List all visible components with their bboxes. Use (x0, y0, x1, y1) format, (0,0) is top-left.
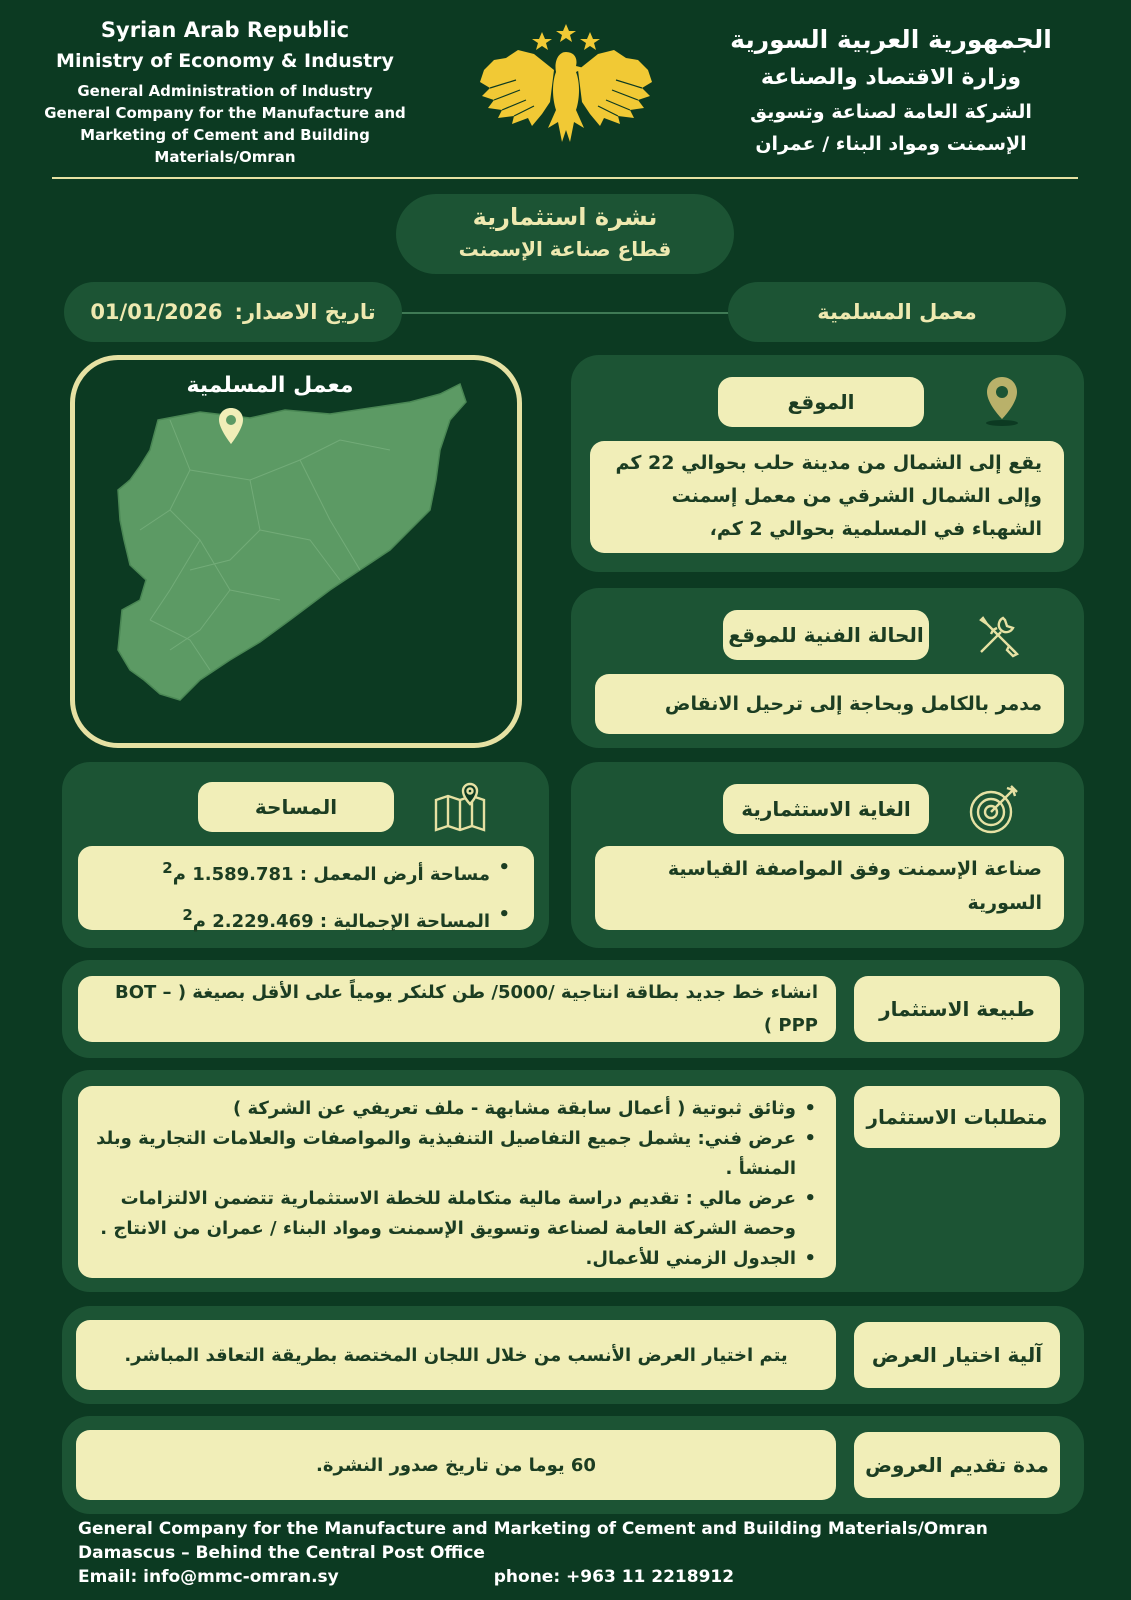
location-card (571, 355, 1084, 572)
map-label: معمل المسلمية (186, 373, 354, 398)
area-item-label: المساحة الإجمالية : (319, 911, 490, 932)
area-item-value: 1.589.781 (192, 864, 294, 885)
investment-goal-card (571, 762, 1084, 948)
header-country-en: Syrian Arab Republic (100, 18, 350, 42)
header-country-ar: الجمهورية العربية السورية (730, 25, 1052, 54)
investment-nature-label: طبيعة الاستثمار (854, 976, 1060, 1042)
area-item-value: 2.229.469 (212, 911, 314, 932)
submission-period-label: مدة تقديم العروض (854, 1432, 1060, 1498)
plant-name: معمل المسلمية (817, 300, 977, 324)
header-company-ar-line1: الشركة العامة لصناعة وتسويق (750, 101, 1032, 123)
target-icon (967, 782, 1021, 836)
investment-goal-content (595, 846, 1064, 930)
area-item-unit-exponent: 2 (162, 859, 173, 877)
investment-nature-card (62, 960, 1084, 1058)
footer (78, 1517, 1078, 1589)
plant-name-pill (728, 282, 1066, 342)
header-divider (52, 177, 1078, 179)
footer-phone[interactable]: phone: +963 11 2218912 (493, 1567, 735, 1587)
area-item-unit: م (192, 911, 206, 932)
offer-selection-text: يتم اختيار العرض الأنسب من خلال اللجان المختصة بطريقة التعاقد المباشر. (124, 1344, 788, 1366)
requirements-item: • وثائق ثبوتية ( أعمال سابقة مشابهة - ملف تعريفي عن الشركة ) (96, 1094, 818, 1124)
offer-selection-label: آلية اختيار العرض (854, 1322, 1060, 1388)
area-item (100, 848, 512, 895)
bulletin-title-line2: قطاع صناعة الإسمنت (458, 237, 672, 261)
header-company-ar-line2: الإسمنت ومواد البناء / عمران (755, 133, 1027, 155)
location-pin-icon (977, 373, 1027, 429)
header-company-en: General Company for the Manufacture and Marketing of Cement and Building Materials/Omran (44, 104, 406, 166)
syria-map (110, 380, 480, 710)
issue-date-value: 01/01/2026 (90, 300, 223, 324)
area-label: المساحة (198, 782, 394, 832)
offer-selection-card (62, 1306, 1084, 1404)
technical-status-label: الحالة الفنية للموقع (723, 610, 929, 660)
area-item-unit-exponent: 2 (182, 906, 193, 924)
area-item (100, 895, 512, 942)
header-arabic (721, 20, 1061, 160)
submission-period-text: 60 يوما من تاريخ صدور النشرة. (316, 1454, 596, 1476)
investment-nature-content (78, 976, 836, 1042)
requirements-item: • عرض فني: يشمل جميع التفاصيل التنفيذية والمواصفات والعلامات التجارية وبلد المنشأ . (96, 1124, 818, 1184)
technical-status-content (595, 674, 1064, 734)
location-content (590, 441, 1064, 553)
map-location-pin-icon (217, 406, 245, 446)
submission-period-card (62, 1416, 1084, 1514)
investment-nature-text: انشاء خط جديد بطاقة انتاجية /5000/ طن كلنكر يومياً على الأقل بصيغة ( BOT – PPP ) (114, 982, 818, 1036)
header-english (40, 14, 410, 168)
technical-status-card (571, 588, 1084, 748)
footer-company: General Company for the Manufacture and Marketing of Cement and Building Materials/Omran (78, 1519, 988, 1539)
location-text: يقع إلى الشمال من مدينة حلب بحوالي 22 كم وإلى الشمال الشرقي من معمل إسمنت الشهباء في المسلمية بحوالي 2 كم، (615, 452, 1042, 540)
requirements-item: • عرض مالي : تقديم دراسة مالية متكاملة للخطة الاستثمارية تتضمن الالتزامات وحصة الشركة العامة لصناعة وتسويق الإسمنت ومواد البناء / عمران من الانتاج . (96, 1184, 818, 1244)
header-ministry-en: Ministry of Economy & Industry (56, 50, 394, 72)
investment-goal-text: صناعة الإسمنت وفق المواصفة القياسية السورية (667, 858, 1042, 914)
investment-goal-label: الغاية الاستثمارية (723, 784, 929, 834)
eagle-emblem-icon (476, 18, 656, 148)
star-icon (580, 32, 600, 50)
bulletin-title-line1: نشرة استثمارية (472, 203, 658, 231)
star-icon (556, 24, 576, 42)
investment-requirements-content (78, 1086, 836, 1278)
header-admin-en: General Administration of Industry (77, 82, 373, 100)
footer-address: Damascus – Behind the Central Post Office (78, 1543, 485, 1563)
area-content (78, 846, 534, 930)
requirements-list (96, 1094, 818, 1274)
star-icon (532, 32, 552, 50)
footer-email[interactable]: Email: info@mmc-omran.sy (78, 1567, 339, 1587)
investment-requirements-label: متطلبات الاستثمار (854, 1086, 1060, 1148)
map-icon (432, 780, 488, 836)
tools-icon (973, 610, 1023, 660)
bulletin-title (396, 194, 734, 274)
connector-line (400, 312, 730, 314)
issue-date-pill (64, 282, 402, 342)
issue-date-label: تاريخ الاصدار: (234, 300, 376, 324)
header-ministry-ar: وزارة الاقتصاد والصناعة (760, 65, 1022, 90)
area-item-unit: م (172, 864, 186, 885)
area-item-label: مساحة أرض المعمل : (299, 864, 490, 885)
technical-status-text: مدمر بالكامل وبحاجة إلى ترحيل الانقاض (664, 692, 1042, 715)
requirements-item: • الجدول الزمني للأعمال. (96, 1244, 818, 1274)
location-label: الموقع (718, 377, 924, 427)
investment-requirements-card (62, 1070, 1084, 1292)
submission-period-content (76, 1430, 836, 1500)
area-card (62, 762, 549, 948)
offer-selection-content (76, 1320, 836, 1390)
area-list (100, 848, 512, 942)
